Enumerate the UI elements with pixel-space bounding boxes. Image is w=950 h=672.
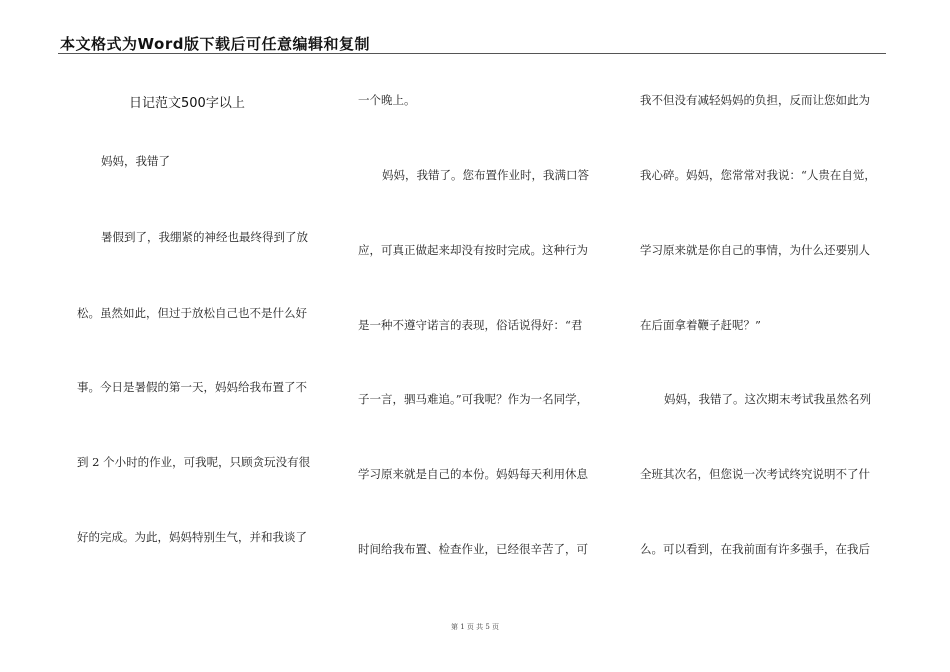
text-line: 一个晚上。 [358,93,416,107]
text-line: 妈妈，我错了。这次期末考试我虽然名列 [664,392,871,406]
text-line: 学习原来就是你自己的事情，为什么还要别人 [640,243,870,257]
text-line: 事。今日是暑假的第一天，妈妈给我布置了不 [77,380,307,394]
text-line: 松。虽然如此，但过于放松自己也不是什么好 [77,306,307,320]
text-line: 妈妈，我错了 [101,154,170,168]
text-line: 是一种不遵守诺言的表现，俗话说得好：“君 [358,318,583,332]
text-line: 在后面拿着鞭子赶呢？” [640,318,761,332]
text-line: 子一言，驷马难追。”可我呢？作为一名同学， [358,392,589,406]
header-divider [58,53,886,54]
text-line: 我不但没有减轻妈妈的负担，反而让您如此为 [640,93,870,107]
text-line: 应，可真正做起来却没有按时完成。这种行为 [358,243,588,257]
page-header-title: 本文格式为Word版下载后可任意编辑和复制 [60,35,370,53]
text-line: 我心碎。妈妈，您常常对我说：“人贵在自觉， [640,168,876,182]
text-line: 学习原来就是自己的本份。妈妈每天利用休息 [358,467,588,481]
document-title: 日记范文500字以上 [129,96,245,111]
text-line: 时间给我布置、检查作业，已经很辛苦了，可 [358,542,588,556]
text-line: 暑假到了，我绷紧的神经也最终得到了放 [101,230,308,244]
text-line: 到 2 个小时的作业，可我呢，只顾贪玩没有很 [77,455,311,469]
text-line: 么。可以看到，在我前面有许多强手，在我后 [640,542,870,556]
page-number: 第 1 页 共 5 页 [450,623,500,631]
text-line: 好的完成。为此，妈妈特别生气，并和我谈了 [77,530,307,544]
text-line: 全班其次名，但您说一次考试终究说明不了什 [640,467,870,481]
text-line: 妈妈，我错了。您布置作业时，我满口答 [382,168,589,182]
